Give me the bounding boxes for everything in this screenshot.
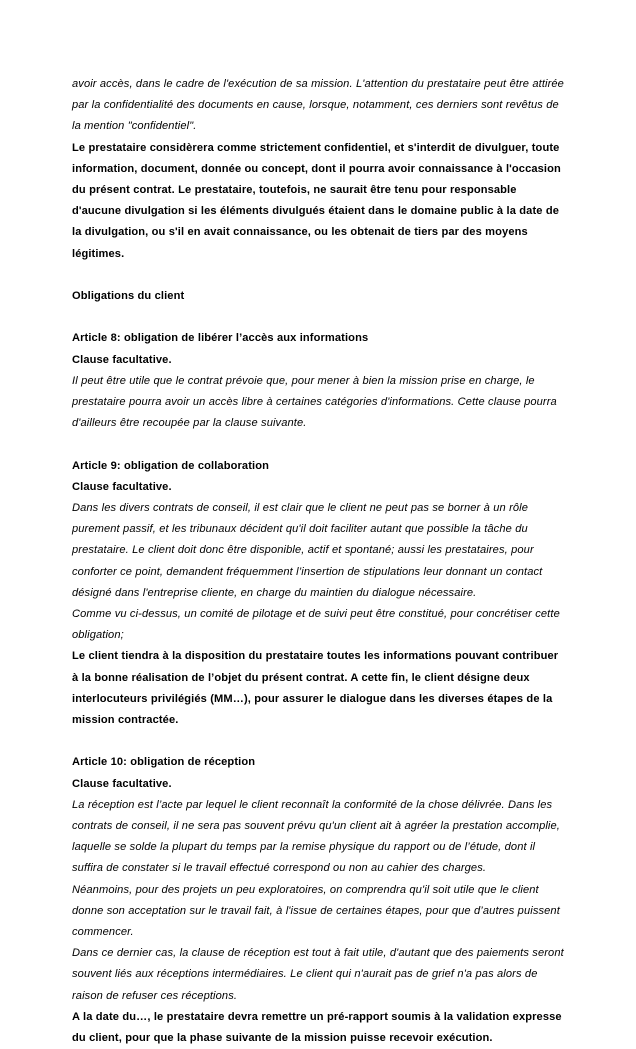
- blank-line-4: [72, 731, 566, 752]
- article-9-body-2: Comme vu ci-dessus, un comité de pilotage et de suivi peut être constitué, pour concrétiser cette obligation;: [72, 608, 564, 642]
- article-10-body-2: Néanmoins, pour des projets un peu exploratoires, on comprendra qu'il soit utile que le client donne son acceptation sur le travail fait, à l'issue de certaines étapes, pour que d’autres puissent commencer.: [72, 883, 564, 939]
- document-text-body: [72, 74, 566, 1049]
- article-9-bold-clause: Le client tiendra à la disposition du prestataire toutes les informations pouvant contribuer à la bonne réalisation de l’objet du présent contrat. A cette fin, le client désigne deux interlocuteurs privilégiés (MM…), pour assurer le dialogue dans les diverses étapes de la mission contractée.: [72, 650, 562, 727]
- blank-line-1: [72, 265, 566, 286]
- article-8-clause-label: Clause facultative.: [72, 353, 172, 366]
- article-9-clause-label: Clause facultative.: [72, 480, 172, 493]
- article-8-body: Il peut être utile que le contrat prévoie que, pour mener à bien la mission prise en charge, le prestataire pourra avoir un accès libre à certaines catégories d'informations. Cette clause pourra d'ailleurs être recoupée par la clause suivante.: [72, 374, 561, 430]
- article-9-heading: Article 9: obligation de collaboration: [72, 459, 269, 472]
- article-9-body-1: Dans les divers contrats de conseil, il est clair que le client ne peut pas se borner à un rôle purement passif, et les tribunaux décident qu'il doit faciliter autant que possible la tâche du prestataire. Le client doit donc être disponible, actif et spontané; aussi les prestataires, pour conforter ce point, demandent fréquemment l’insertion de stipulations leur donnant un contact désigné dans l'entreprise cliente, en charge du maintien du dialogue nécessaire.: [72, 502, 546, 599]
- article-10-body-1: La réception est l’acte par lequel le client reconnaît la conformité de la chose délivrée. Dans les contrats de conseil, il ne sera pas souvent prévu qu'un client ait à agréer la prestation accomplie, laquelle se solde la plupart du temps par la remise physique du rapport ou de l’étude, dont il suffira de constater si le travail effectué correspond ou non au cahier des charges.: [72, 798, 564, 875]
- section-heading-obligations-client: Obligations du client: [72, 290, 185, 303]
- confidentiality-bold-paragraph: Le prestataire considèrera comme strictement confidentiel, et s'interdit de divulguer, toute information, document, donnée ou concept, dont il pourra avoir connaissance à l'occasion du présent contrat. Le prestataire, toutefois, ne saurait être tenu pour responsable d'aucune divulgation si les éléments divulgués étaient dans le domaine public à la date de la divulgation, ou s'il en avait connaissance, ou les obtenait de tiers par des moyens légitimes.: [72, 141, 565, 260]
- article-10-bold-clause: A la date du…, le prestataire devra remettre un pré-rapport soumis à la validation expresse du client, pour que la phase suivante de la mission puisse recevoir exécution.: [72, 1010, 565, 1045]
- intro-italic-paragraph: avoir accès, dans le cadre de l'exécution de sa mission. L'attention du prestataire peut être attirée par la confidentialité des documents en cause, lorsque, notamment, ces derniers sont revêtus de la mention "confidentiel".: [72, 78, 568, 133]
- blank-line-3: [72, 434, 566, 455]
- article-10-clause-label: Clause facultative.: [72, 777, 172, 790]
- blank-line-2: [72, 307, 566, 328]
- article-10-heading: Article 10: obligation de réception: [72, 756, 256, 769]
- article-10-body-3: Dans ce dernier cas, la clause de réception est tout à fait utile, d'autant que des paiements seront souvent liés aux réceptions intermédiaires. Le client qui n'aurait pas de grief n'a pas alors de raison de refuser ces réceptions.: [72, 947, 568, 1002]
- article-8-heading: Article 8: obligation de libérer l’accès aux informations: [72, 332, 369, 345]
